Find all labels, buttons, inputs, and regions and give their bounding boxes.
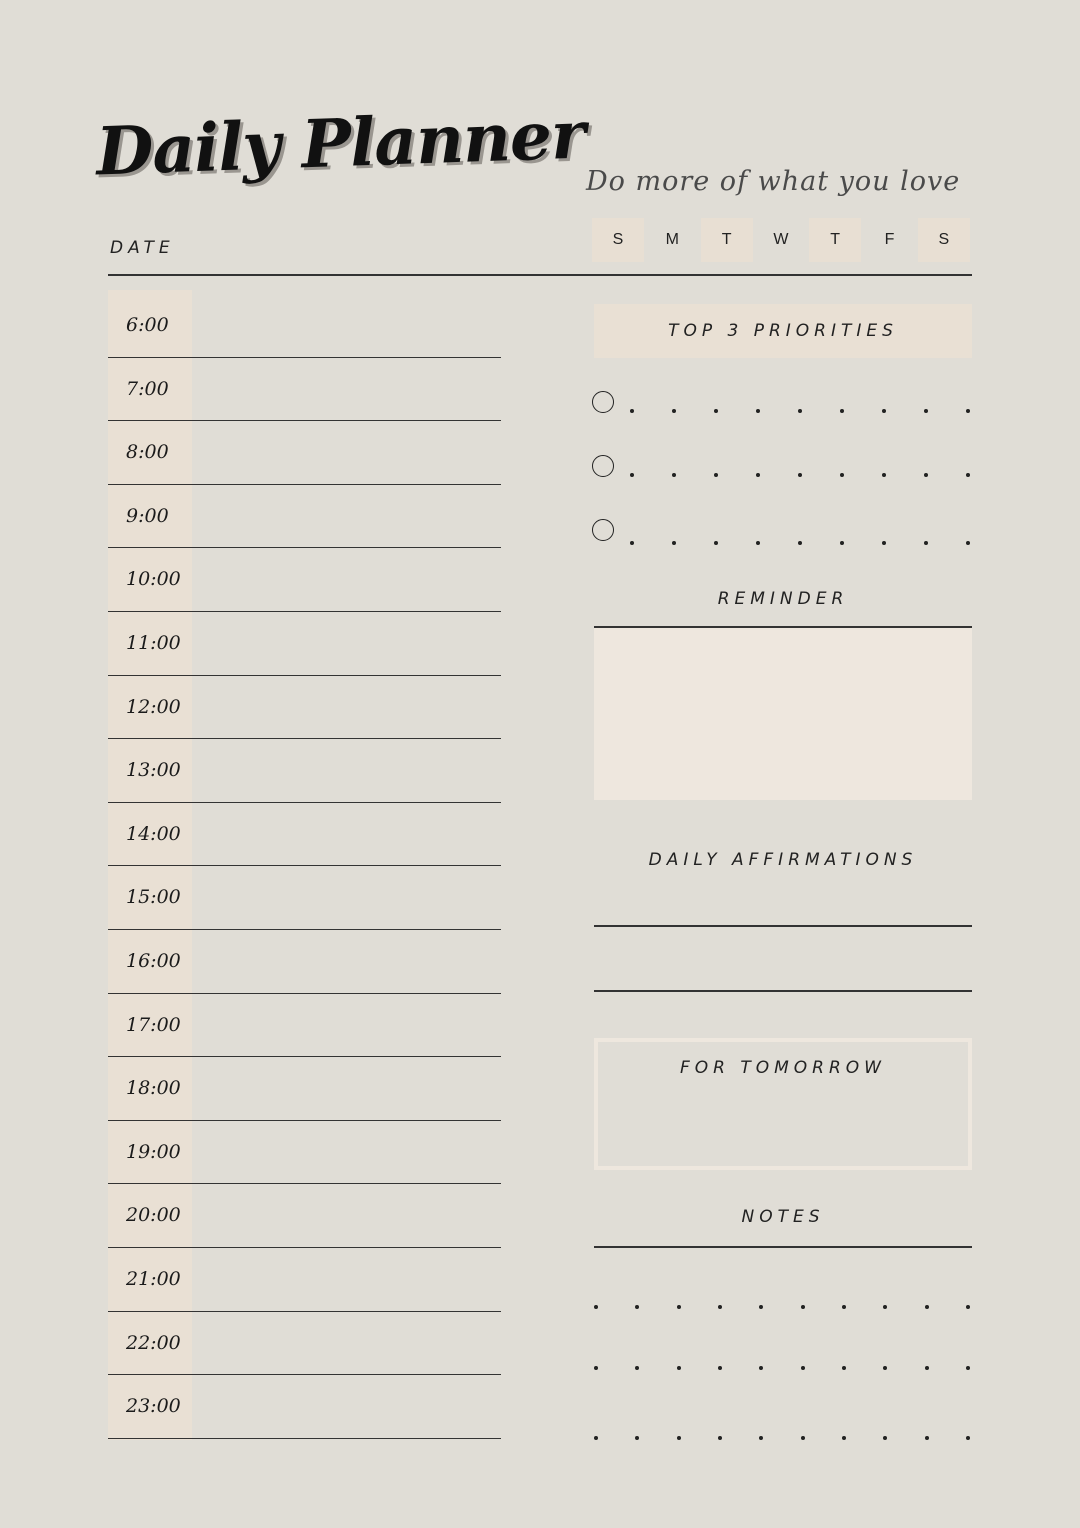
dot: [966, 409, 970, 413]
weekday-selector: [592, 218, 972, 262]
dot: [842, 1366, 846, 1370]
time-slot[interactable]: [108, 676, 501, 740]
dot: [630, 473, 634, 477]
weekday-monday[interactable]: M: [665, 231, 679, 248]
dot: [594, 1305, 598, 1309]
dot: [966, 541, 970, 545]
header-divider: [108, 274, 972, 276]
dot: [842, 1436, 846, 1440]
dot: [672, 541, 676, 545]
date-label: DATE: [110, 238, 175, 258]
weekday-saturday[interactable]: S: [918, 218, 970, 262]
time-slot[interactable]: [108, 1184, 501, 1248]
time-slot[interactable]: [108, 485, 501, 549]
notes-dotted-line[interactable]: [594, 1366, 970, 1370]
dot: [966, 1305, 970, 1309]
weekday-friday[interactable]: F: [884, 231, 895, 248]
dot: [756, 473, 760, 477]
weekday-thursday[interactable]: T: [809, 218, 861, 262]
dot: [801, 1436, 805, 1440]
dot: [798, 409, 802, 413]
priority-item: [592, 519, 974, 549]
notes-dotted-line[interactable]: [594, 1305, 970, 1309]
dot: [883, 1366, 887, 1370]
dot: [801, 1305, 805, 1309]
dot: [842, 1305, 846, 1309]
priorities-title: TOP 3 PRIORITIES: [668, 321, 898, 341]
dot: [756, 409, 760, 413]
reminder-box[interactable]: [594, 628, 972, 800]
dot: [714, 541, 718, 545]
time-label: 8:00: [126, 441, 169, 464]
dot: [756, 541, 760, 545]
dot: [840, 409, 844, 413]
dot: [925, 1305, 929, 1309]
dot: [924, 409, 928, 413]
dot: [718, 1366, 722, 1370]
dot: [677, 1366, 681, 1370]
time-label: 13:00: [126, 759, 181, 782]
dot: [798, 473, 802, 477]
time-slot[interactable]: [108, 994, 501, 1058]
notes-dotted-line[interactable]: [594, 1436, 970, 1440]
priority-checkbox[interactable]: [592, 391, 614, 413]
priority-dotted-line[interactable]: [630, 409, 970, 413]
dot: [798, 541, 802, 545]
time-slot[interactable]: [108, 930, 501, 994]
dot: [882, 409, 886, 413]
dot: [966, 473, 970, 477]
dot: [635, 1305, 639, 1309]
dot: [966, 1366, 970, 1370]
dot: [672, 473, 676, 477]
time-slot[interactable]: [108, 1375, 501, 1439]
notes-divider: [594, 1246, 972, 1248]
dot: [801, 1366, 805, 1370]
dot: [759, 1436, 763, 1440]
priority-dotted-line[interactable]: [630, 541, 970, 545]
time-slot[interactable]: [108, 1121, 501, 1185]
dot: [672, 409, 676, 413]
time-label: 19:00: [126, 1140, 181, 1163]
time-slot[interactable]: [108, 1057, 501, 1121]
time-slot[interactable]: [108, 1312, 501, 1376]
time-label: 17:00: [126, 1013, 181, 1036]
weekday-wednesday[interactable]: W: [773, 231, 789, 248]
priority-item: [592, 455, 974, 485]
dot: [594, 1436, 598, 1440]
time-label: 11:00: [126, 632, 181, 654]
affirmation-line[interactable]: [594, 925, 972, 927]
dot: [630, 409, 634, 413]
time-label: 9:00: [126, 504, 169, 527]
time-label: 7:00: [126, 377, 169, 400]
time-label: 10:00: [126, 568, 181, 591]
time-slot[interactable]: [108, 866, 501, 930]
dot: [718, 1305, 722, 1309]
time-label: 14:00: [126, 822, 181, 845]
dot: [924, 541, 928, 545]
priority-item: [592, 391, 974, 421]
priority-checkbox[interactable]: [592, 519, 614, 541]
dot: [883, 1305, 887, 1309]
dot: [630, 541, 634, 545]
dot: [925, 1436, 929, 1440]
time-label: 21:00: [126, 1268, 181, 1290]
dot: [883, 1436, 887, 1440]
reminder-title: REMINDER: [717, 589, 849, 609]
time-label: 20:00: [126, 1204, 181, 1227]
time-label: 22:00: [126, 1331, 181, 1354]
time-label: 15:00: [126, 886, 181, 909]
time-label: 23:00: [126, 1395, 181, 1418]
time-label: 18:00: [126, 1077, 181, 1100]
time-label: 16:00: [126, 950, 181, 972]
weekday-sunday[interactable]: S: [592, 218, 644, 262]
tomorrow-title: FOR TOMORROW: [679, 1058, 886, 1078]
time-label: 6:00: [126, 314, 169, 336]
priority-checkbox[interactable]: [592, 455, 614, 477]
time-slot[interactable]: [108, 1248, 501, 1312]
time-slot[interactable]: [108, 612, 501, 676]
affirmations-title: DAILY AFFIRMATIONS: [648, 850, 918, 870]
dot: [594, 1366, 598, 1370]
dot: [882, 541, 886, 545]
dot: [635, 1366, 639, 1370]
dot: [759, 1366, 763, 1370]
dot: [840, 473, 844, 477]
time-slot[interactable]: [108, 803, 501, 867]
dot: [925, 1366, 929, 1370]
notes-title: NOTES: [741, 1207, 825, 1227]
dot: [714, 473, 718, 477]
page-title: Daily Planner: [94, 95, 586, 191]
time-slot[interactable]: [108, 739, 501, 803]
dot: [677, 1305, 681, 1309]
tagline: Do more of what you love: [586, 166, 961, 197]
dot: [714, 409, 718, 413]
dot: [718, 1436, 722, 1440]
dot: [840, 541, 844, 545]
dot: [759, 1305, 763, 1309]
time-slot[interactable]: [108, 421, 501, 485]
dot: [882, 473, 886, 477]
dot: [677, 1436, 681, 1440]
time-slot[interactable]: [108, 548, 501, 612]
dot: [924, 473, 928, 477]
affirmation-line[interactable]: [594, 990, 972, 992]
time-slot[interactable]: [108, 294, 501, 358]
priority-dotted-line[interactable]: [630, 473, 970, 477]
weekday-tuesday[interactable]: T: [701, 218, 753, 262]
dot: [966, 1436, 970, 1440]
time-slot[interactable]: [108, 358, 501, 422]
dot: [635, 1436, 639, 1440]
time-label: 12:00: [126, 695, 181, 718]
